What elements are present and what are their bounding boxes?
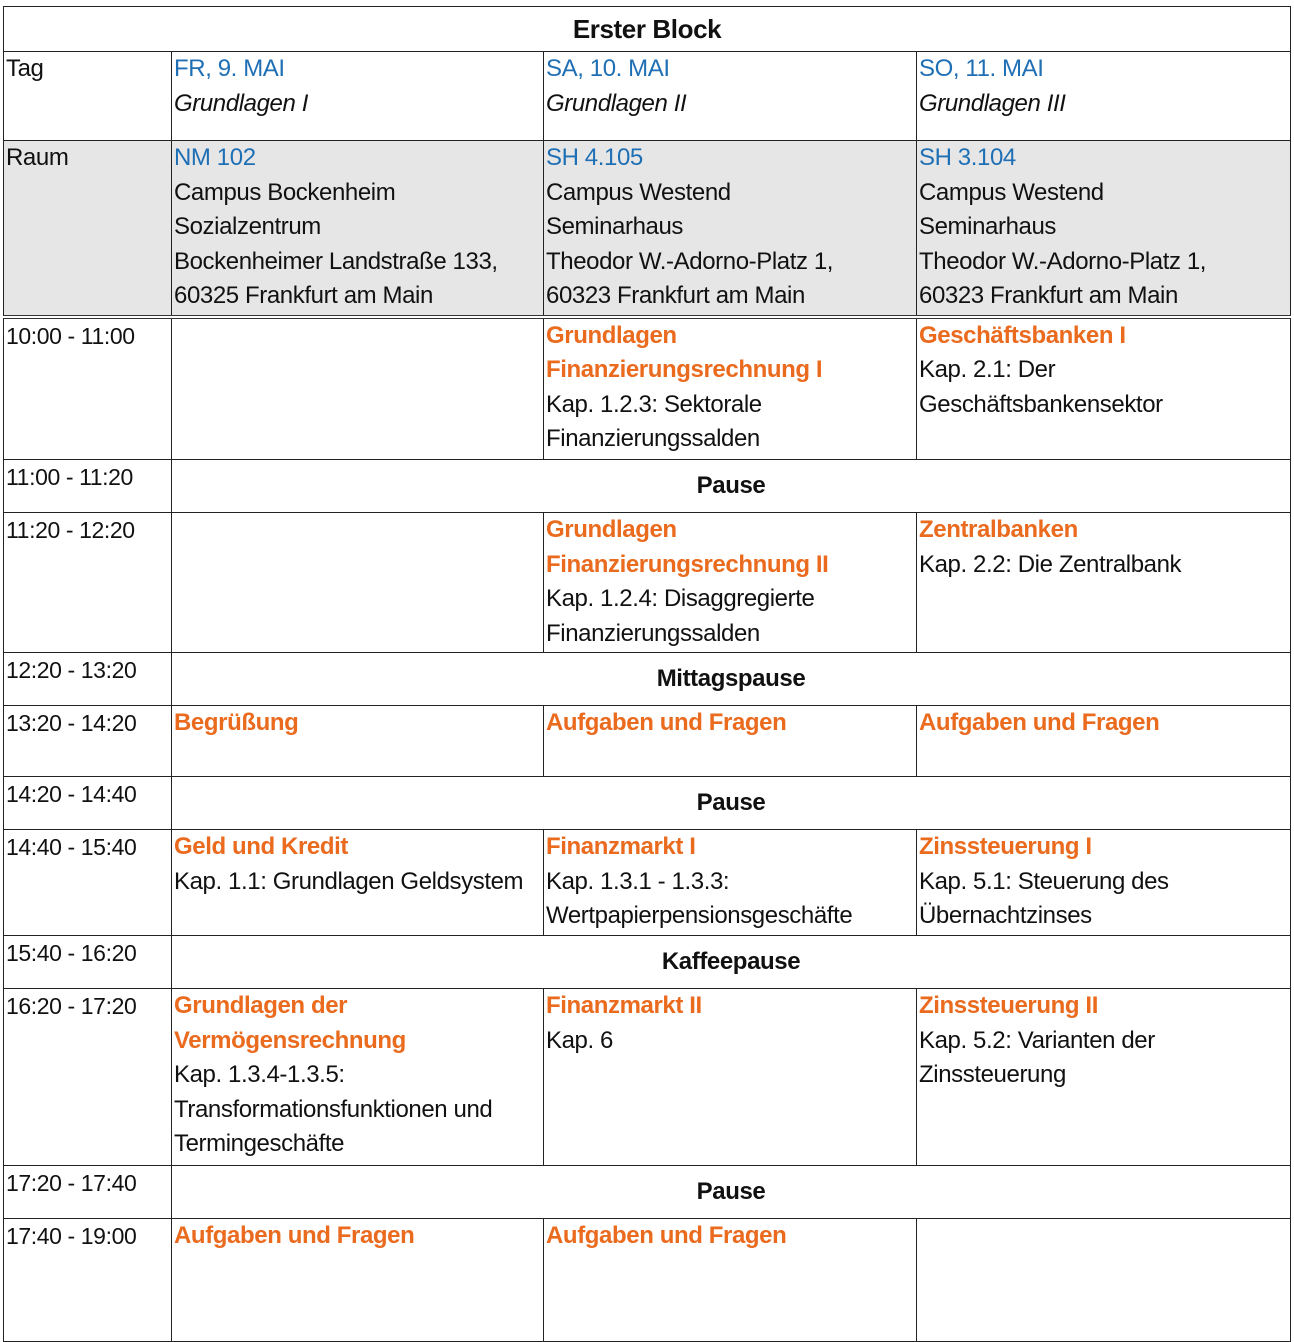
break-label: Pause: [172, 460, 1291, 513]
day-header-fri: [172, 52, 544, 141]
session-description: Finanzierungssalden: [546, 425, 760, 452]
session-cell: [172, 317, 544, 460]
session-description: Kap. 1.1: Grundlagen Geldsystem: [174, 867, 524, 895]
session-description: Termingeschäfte: [174, 1130, 345, 1157]
session-row: [4, 989, 1291, 1166]
session-title: Aufgaben und Fragen: [546, 1222, 787, 1249]
pause-row: [4, 777, 1291, 830]
day-header-sun: [917, 52, 1291, 141]
room-code: SH 4.105: [546, 144, 643, 171]
session-cell: [544, 1219, 917, 1342]
session-title: Grundlagen: [546, 516, 677, 543]
time-slot: 16:20 - 17:20: [4, 989, 172, 1166]
day-header-row: [4, 52, 1291, 141]
session-cell: [544, 830, 917, 936]
session-description: Kap. 5.1: Steuerung des: [919, 867, 1169, 895]
session-cell: [172, 989, 544, 1166]
room-address-line: Theodor W.-Adorno-Platz 1,: [546, 247, 834, 275]
session-cell: [917, 989, 1291, 1166]
room-address-line: Campus Westend: [546, 178, 731, 206]
room-address-line: Campus Bockenheim: [174, 178, 396, 206]
day-topic: Grundlagen II: [546, 89, 687, 117]
schedule-body: [4, 7, 1291, 1342]
session-title: Finanzmarkt I: [546, 833, 696, 860]
session-cell: [544, 317, 917, 460]
session-cell: [917, 317, 1291, 460]
session-cell: [544, 706, 917, 777]
room-address-line: Bockenheimer Landstraße 133,: [174, 247, 498, 275]
session-cell: [917, 1219, 1291, 1342]
session-row: [4, 513, 1291, 653]
time-slot: 14:40 - 15:40: [4, 830, 172, 936]
time-slot: 17:40 - 19:00: [4, 1219, 172, 1342]
schedule-table: [3, 6, 1291, 1342]
room-code: NM 102: [174, 144, 256, 171]
room-label: Raum: [4, 141, 172, 317]
session-row: [4, 317, 1291, 460]
day-topic: Grundlagen III: [919, 89, 1066, 117]
session-cell: [917, 706, 1291, 777]
session-cell: [544, 513, 917, 653]
session-cell: [172, 1219, 544, 1342]
break-label: Pause: [172, 1166, 1291, 1219]
session-description: Transformationsfunktionen und: [174, 1095, 493, 1123]
time-slot: 11:20 - 12:20: [4, 513, 172, 653]
session-title: Grundlagen der: [174, 992, 348, 1019]
room-address-line: Sozialzentrum: [174, 213, 321, 240]
session-cell: [172, 513, 544, 653]
room-code: SH 3.104: [919, 144, 1016, 171]
time-slot: 14:20 - 14:40: [4, 777, 172, 830]
session-title: Aufgaben und Fragen: [174, 1222, 415, 1249]
time-slot: 11:00 - 11:20: [4, 460, 172, 513]
time-slot: 13:20 - 14:20: [4, 706, 172, 777]
session-description: Kap. 6: [546, 1026, 613, 1054]
pause-row: [4, 1166, 1291, 1219]
session-title: Aufgaben und Fragen: [919, 709, 1160, 736]
room-cell: [172, 141, 544, 317]
break-label: Kaffeepause: [172, 936, 1291, 989]
session-title: Aufgaben und Fragen: [546, 709, 787, 736]
break-label: Pause: [172, 777, 1291, 830]
session-row: [4, 830, 1291, 936]
session-description: Kap. 1.2.3: Sektorale: [546, 390, 762, 418]
session-title: Geld und Kredit: [174, 833, 349, 860]
day-date: FR, 9. MAI: [174, 55, 285, 82]
time-slot: 10:00 - 11:00: [4, 317, 172, 460]
session-title: Zinssteuerung I: [919, 833, 1092, 860]
room-address-line: Seminarhaus: [546, 213, 684, 240]
room-address-line: 60323 Frankfurt am Main: [546, 282, 805, 309]
session-description: Zinssteuerung: [919, 1061, 1066, 1088]
title-row: [4, 7, 1291, 52]
block-title: Erster Block: [4, 7, 1291, 52]
session-cell: [544, 989, 917, 1166]
time-slot: 15:40 - 16:20: [4, 936, 172, 989]
room-address-line: 60323 Frankfurt am Main: [919, 282, 1178, 309]
session-title: Begrüßung: [174, 709, 299, 736]
break-label: Mittagspause: [172, 653, 1291, 706]
session-description: Wertpapierpensionsgeschäfte: [546, 902, 853, 929]
session-cell: [917, 830, 1291, 936]
session-description: Kap. 2.2: Die Zentralbank: [919, 550, 1182, 578]
session-title: Vermögensrechnung: [174, 1026, 406, 1054]
pause-row: [4, 936, 1291, 989]
session-cell: [172, 830, 544, 936]
session-cell: [172, 706, 544, 777]
session-title: Finanzmarkt II: [546, 992, 702, 1019]
session-title: Zentralbanken: [919, 516, 1078, 543]
room-cell: [917, 141, 1291, 317]
day-header-sat: [544, 52, 917, 141]
session-description: Kap. 1.3.4-1.3.5:: [174, 1061, 345, 1088]
room-cell: [544, 141, 917, 317]
time-slot: 17:20 - 17:40: [4, 1166, 172, 1219]
day-date: SO, 11. MAI: [919, 55, 1044, 82]
session-description: Geschäftsbankensektor: [919, 390, 1163, 418]
session-cell: [917, 513, 1291, 653]
session-description: Kap. 1.3.1 - 1.3.3:: [546, 867, 730, 895]
session-description: Übernachtzinses: [919, 902, 1092, 929]
tag-label: Tag: [4, 52, 172, 141]
session-title: Geschäftsbanken I: [919, 321, 1126, 349]
session-title: Zinssteuerung II: [919, 992, 1098, 1019]
session-title: Finanzierungsrechnung I: [546, 356, 823, 383]
session-description: Finanzierungssalden: [546, 619, 760, 647]
time-slot: 12:20 - 13:20: [4, 653, 172, 706]
session-row: [4, 1219, 1291, 1342]
session-description: Kap. 5.2: Varianten der: [919, 1026, 1155, 1054]
session-title: Grundlagen: [546, 321, 677, 349]
room-address-line: Theodor W.-Adorno-Platz 1,: [919, 247, 1207, 275]
room-address-line: Seminarhaus: [919, 213, 1057, 240]
session-description: Kap. 1.2.4: Disaggregierte: [546, 585, 815, 612]
session-description: Kap. 2.1: Der: [919, 356, 1056, 383]
day-topic: Grundlagen I: [174, 89, 308, 117]
day-date: SA, 10. MAI: [546, 55, 670, 82]
pause-row: [4, 460, 1291, 513]
session-title: Finanzierungsrechnung II: [546, 550, 829, 578]
room-address-line: 60325 Frankfurt am Main: [174, 282, 433, 309]
pause-row: [4, 653, 1291, 706]
room-row: [4, 141, 1291, 317]
session-row: [4, 706, 1291, 777]
room-address-line: Campus Westend: [919, 178, 1104, 206]
